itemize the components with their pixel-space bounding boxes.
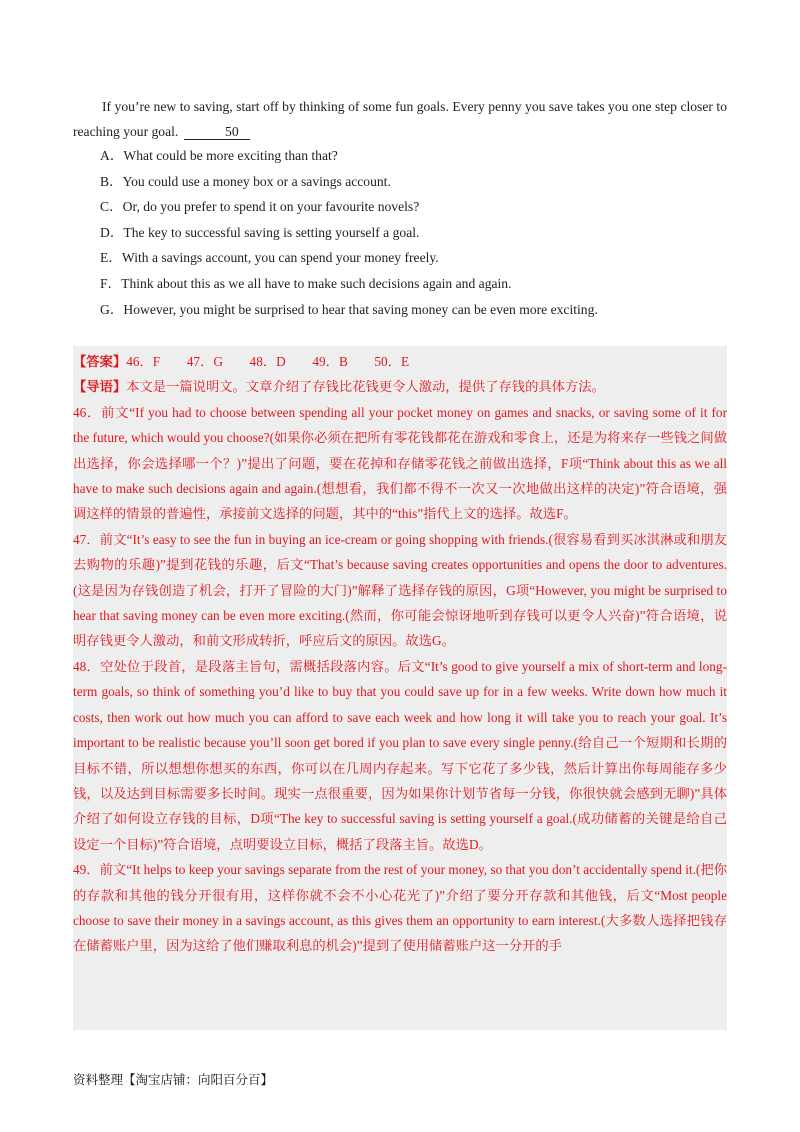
explanation-number: 47． [73,531,100,547]
option-text: Or, do you prefer to spend it on your favourite novels? [122,199,420,215]
option-letter: B． [100,173,123,189]
option-text: You could use a money box or a savings account. [122,173,391,189]
explanation-46 [73,400,727,527]
explanation-text: 前文“If you had to choose between spending all your pocket money on games and snacks, or saving some of it for the future, which would you choose?(如果你必须在把所有零花钱都花在游戏和零食上，还是为将来存一些钱之间做出选择，你会选择哪一个？)”提出了问题，要在花掉和存储零花钱之前做出选择，F项“Think about this as we all have to make such decisions again and again.(想想看，我们都不得不一次又一次地做出这样的决定)”符合语境，强调这样的情景的普遍性，承接前文选择的问题，其中的“this”指代上文的选择。故选F。 [73,404,727,522]
explanation-49 [73,857,727,959]
explanation-number: 49． [73,862,100,878]
option-letter: A． [100,148,124,163]
passage-paragraph [73,94,727,144]
page-footer: 资料整理【淘宝店铺：向阳百分百】 [73,1072,274,1087]
guide-line [73,374,727,399]
option-letter: E． [100,250,122,266]
explanation-number: 48． [73,658,101,674]
answer-label: 【答案】 [73,354,127,369]
option-text: With a savings account, you can spend your money freely. [121,250,439,266]
explanation-47 [73,527,727,654]
option-letter: D． [100,224,124,240]
answer-explanation-box [73,346,727,1030]
option-text: Think about this as we all have to make such decisions again and again. [121,275,512,291]
option-e [100,247,730,273]
explanation-number: 46． [73,404,102,420]
option-letter: C． [100,199,123,215]
explanation-text: 空处位于段首，是段落主旨句，需概括段落内容。后文“It’s good to give yourself a mix of short-term and long-term goals, so think of something you’d like to buy that you could save up for in a few weeks. Write down how much it costs, then work out how much you can afford to save each week and how long it will take you to reach your goal. It’s important to be realistic because you’ll soon get bored if you plan to save every single penny.(给自己一个短期和长期的目标不错，所以想想你想买的东西，你可以在几周内存起来。写下它花了多少钱，然后计算出你每周能存多少钱，以及达到目标需要多长时间。现实一点很重要，因为如果你计划节省每一分钱，你很快就会感到无聊)”具体介绍了如何设立存钱的目标，D项“The key to successful saving is setting yourself a goal.(成功储蓄的关键是给自己设定一个目标)”符合语境，点明要设立目标，概括了段落主旨。故选D。 [73,658,727,852]
explanation-48 [73,654,727,857]
option-letter: G． [100,301,124,317]
option-letter: F． [100,275,122,291]
answer-line [73,349,727,374]
guide-label: 【导语】 [73,379,127,395]
answer-text: 46．F 47．G 48．D 49．B 50．E [126,354,410,369]
option-d [100,222,730,248]
blank-50: 50 [184,124,250,140]
option-text: The key to successful saving is setting yourself a goal. [123,224,420,240]
explanation-text: 前文“It’s easy to see the fun in buying an ice-cream or going shopping with friends.(很容易看到买冰淇淋或和朋友去购物的乐趣)”提到花钱的乐趣，后文“That’s because saving creates opportunities and opens the door to adventures.(这是因为存钱创造了机会，打开了冒险的大门)”解释了选择存钱的原因，G项“However, you might be surprised to hear that saving money can be even more exciting.(然而，你可能会惊讶地听到存钱可以更令人兴奋)”符合语境，说明存钱更令人激动，和前文形成转折，呼应后文的原因。故选G。 [73,531,727,649]
option-f [100,273,730,299]
option-c [100,196,730,222]
passage-text: If you’re new to saving, start off by thinking of some fun goals. Every penny you save takes you one step closer to reaching your goal. [73,99,727,139]
option-a [100,145,730,171]
guide-text: 本文是一篇说明文。文章介绍了存钱比花钱更令人激动，提供了存钱的具体方法。 [126,379,605,395]
option-b [100,171,730,197]
explanation-text: 前文“It helps to keep your savings separate from the rest of your money, so that you don’t accidentally spend it.(把你的存款和其他的钱分开很有用，这样你就不会不小心花光了)”介绍了要分开存款和其他钱，后文“Most people choose to save their money in a savings account, as this gives them an opportunity to earn interest.(大多数人选择把钱存在储蓄账户里，因为这给了他们赚取利息的机会)”提到了使用储蓄账户这一分开的手 [73,862,727,954]
option-text: However, you might be surprised to hear that saving money can be even more exciting. [123,301,598,317]
options-list [100,145,730,324]
option-text: What could be more exciting than that? [123,148,338,163]
option-g [100,299,730,325]
